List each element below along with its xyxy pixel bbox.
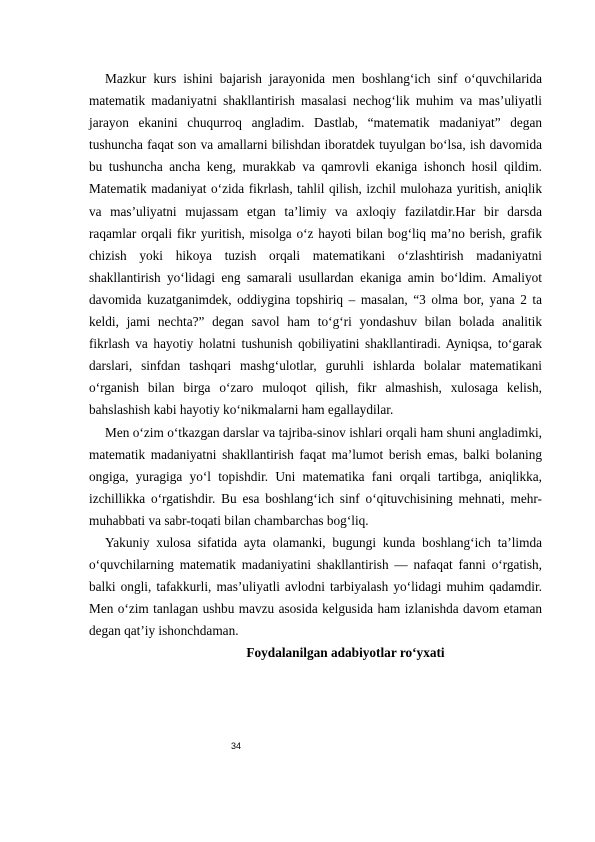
- page-number: 34: [231, 741, 242, 751]
- paragraph-lessons-experience: Men o‘zim o‘tkazgan darslar va tajriba-sinov ishlari orqali ham shuni angladimki, matematik madaniyatni shakllantirish faqat ma’lumot berish emas, balki bolaning ongiga, yuragiga yo‘l topishdir. Uni matematika fani orqali tartibga, aniqlikka, izchillikka o‘rgatishdir. Bu esa boshlang‘ich sinf o‘qituvchisining mehnati, mehr-muhabbati va sabr-toqati bilan chambarchas bog‘liq.: [89, 424, 542, 528]
- paragraph-final-conclusion: Yakuniy xulosa sifatida ayta olamanki, bugungi kunda boshlang‘ich ta’limda o‘quvchilarning matematik madaniyatini shakllantirish — nafaqat fanni o‘rgatish, balki ongli, tafakkurli, mas’uliyatli avlodni tarbiyalash yo‘lidagi muhim qadamdir. Men o‘zim tanlagan ushbu mavzu asosida kelgusida ham izlanishda davom etaman degan qat’iy ishonchdaman.: [89, 534, 542, 639]
- references-heading: Foydalanilgan adabiyotlar ro‘yxati: [246, 645, 445, 661]
- paragraph-conclusion-intro: Mazkur kurs ishini bajarish jarayonida men boshlang‘ich sinf o‘quvchilarida matematik madaniyatni shakllantirish masalasi nechog‘lik muhim va mas’uliyatli jarayon ekanini chuqurroq angladim. Dastlab, “matematik madaniyat” degan tushuncha faqat son va amallarni bilishdan iboratdek tuyulgan bo‘lsa, ish davomida bu tushuncha ancha keng, murakkab va qamrovli ekaniga ishonch hosil qildim. Matematik madaniyat o‘zida fikrlash, tahlil qilish, izchil mulohaza yuritish, aniqlik va mas’uliyatni mujassam etgan ta’limiy va axloqiy fazilatdir.Har bir darsda raqamlar orqali fikr yuritish, misolga o‘z hayoti bilan bog‘liq ma’no berish, grafik chizish yoki hikoya tuzish orqali matematikani o‘zlashtirish madaniyatni shakllantirish yo‘lidagi eng samarali usullardan ekaniga amin bo‘ldim. Amaliyot davomida kuzatganimdek, oddiygina topshiriq – masalan, “3 olma bor, yana 2 ta keldi, jami nechta?” degan savol ham to‘g‘ri yondashuv bilan bolada analitik fikrlash va hayotiy holatni tushunish qobiliyatini shakllantiradi. Ayniqsa, to‘garak darslari, sinfdan tashqari mashg‘ulotlar, guruhli ishlarda bolalar matematikani o‘rganish bilan birga o‘zaro muloqot qilish, fikr almashish, xulosaga kelish, bahslashish kabi hayotiy ko‘nikmalarni ham egallaydilar.: [89, 71, 542, 418]
- document-body: [89, 68, 542, 665]
